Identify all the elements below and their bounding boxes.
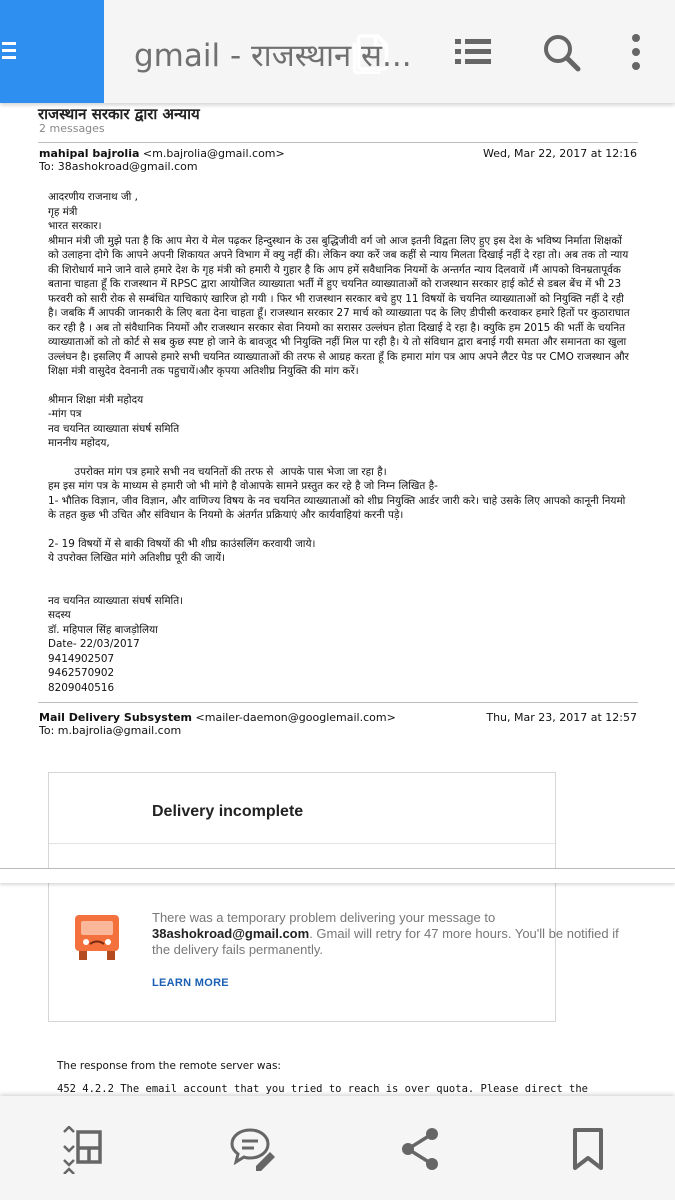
body-paragraph: 1- भौतिक विज्ञान, जीव विज्ञान, और वाणिज्य विषय के नव चयनित व्याख्याताओं को शीघ्र नियुक्ति आर्डर जारी करे। चाहे उसके लिए आपको कानूनी नियमो के तहत कुछ भी उचित और संविधान के नियमो के अंतर्गत प्रक्रियाएं और कार्यवाहियां करनी पड़े। xyxy=(48,494,626,521)
response-code: 452 4.2.2 The email account that you tried to reach is over quota. Please direct the xyxy=(57,1083,589,1095)
message-recipient: To: m.bajrolia@gmail.com xyxy=(39,724,182,737)
divider xyxy=(38,142,638,143)
body-line: हम इस मांग पत्र के माध्यम से हमारी जो भी मांगे है वोआपके सामने प्रस्तुत कर रहे है जो निम्न लिखित है- xyxy=(48,480,438,492)
signature-line: Date- 22/03/2017 xyxy=(48,638,140,650)
sender-name: mahipal bajrolia xyxy=(39,147,140,160)
body-paragraph: श्रीमान मंत्री जी मुझे पता है कि आप मेरा ये मेल पढ़कर हिन्दुस्थान के उस बुद्धिजीवी वर्ग जो आज इतनी विद्वता लिए हुए इस देश के भविष्य निर्माता शिक्षकों को उलाहना दोगे कि आपने अपनी शिकायत अपने विभाग में क्यु नहीं की। लेकिन क्या करें जब कहीं से न्याय मिलता दिखाई नहीं दे रहा तो। अब तक तो न्याय की शिरोधार्य माने जाने वाले हमारे देश के गृह मंत्री को हमारी ये गुहार है कि आप हमें सवैधानिक नियमों के अन्तर्गत न्याय दिलवायें ।मैं आपको विनम्रतापूर्वक बताना चाहता हूँ कि राजस्थान में RPSC द्वारा आयोजित व्याख्याता भर्ती में हुए चयनित व्याख्याताओं को राजस्थान सरकार हाई कोर्ट से डबल बेंच में भी 23 फरवरी को सारी रोक से सम्बंधित याचिकाएं खारिज हो गयी । फिर भी राजस्थान सरकार बचे हुए 11 विषयों के चयनित व्याख्याताओं को नियुक्ति नहीं दे रही है। जबकि मैं आपकी जानकारी के लिए बता देना चाहता हूँ। राजस्थान सरकार 27 मार्च को व्याख्याता पद के लिए डीपीसी करवाकर हमारे हितों पर कुठाराघात कर रही है । अब तो संवैधानिक नियमों और राजस्थान सरकार सेवा नियमो का सरासर उल्लंघन होता दिखाई दे रहा है। क्युकि हम 2015 की भर्ती के चयनित व्याख्याताओं को तो कोर्ट से सब कुछ स्पष्ट हो जाने के बावजूद भी नियुक्ति नहीं मिल पा रही है। ये तो संविधान द्वारा बनाई गयी समता और समानता का खुला उल्लंघन है। इसलिए मैं आपसे हमारे सभी चयनित व्याख्याताओं की तरफ से आग्रह करता हूँ कि हमारा मांग पत्र आप अपने लैटर पेड पर CMO राजस्थान और शिक्षा मंत्री वासुदेव देवनानी तक पहुचायें।और कृपया अतिशीघ्र नियुक्ति की मांग करें। xyxy=(48,234,630,377)
body-line: गृह मंत्री xyxy=(48,205,78,218)
divider xyxy=(38,702,638,703)
card-title: Delivery incomplete xyxy=(152,803,304,820)
page-break xyxy=(0,868,675,883)
body-line: माननीय महोदय, xyxy=(48,437,110,449)
sender-email: <m.bajrolia@gmail.com> xyxy=(142,147,285,160)
message-date: Wed, Mar 22, 2017 at 12:16 xyxy=(483,147,637,160)
body-line: भारत सरकार। xyxy=(48,220,102,232)
divider xyxy=(49,843,555,844)
more-vert-icon[interactable] xyxy=(626,31,646,73)
sidebar-toggle-button[interactable] xyxy=(0,0,104,103)
message-recipient: To: 38ashokroad@gmail.com xyxy=(39,160,198,173)
comment-edit-icon[interactable] xyxy=(230,1126,278,1174)
body-line: ये उपरोक्त लिखित मांगे अतिशीघ्र पूरी की जायें। xyxy=(48,552,226,564)
delivery-status-card xyxy=(48,772,619,1022)
signature-line: डॉ. महिपाल सिंह बाजड़ोलिया xyxy=(48,623,158,636)
body-line: आदरणीय राजनाथ जी , xyxy=(48,191,138,203)
menu-icon[interactable] xyxy=(2,42,16,60)
sender-name: Mail Delivery Subsystem xyxy=(39,711,193,724)
delivery-message-text: . Gmail will retry for 47 more hours. You'll be notified if the delivery fails permanently. xyxy=(152,926,619,957)
recipient-email: 38ashokroad@gmail.com xyxy=(152,926,310,941)
body-line: नव चयनित व्याख्याता संघर्ष समिति xyxy=(48,422,180,435)
message-date: Thu, Mar 23, 2017 at 12:57 xyxy=(486,711,637,724)
response-label: The response from the remote server was: xyxy=(57,1060,281,1072)
learn-more-link[interactable]: LEARN MORE xyxy=(152,977,229,989)
message-sender xyxy=(39,147,285,160)
message-sender xyxy=(39,711,396,724)
share-icon[interactable] xyxy=(398,1126,444,1172)
thread-subject: राजस्थान सरकार द्वारा अन्याय xyxy=(38,105,200,123)
signature-line: नव चयनित व्याख्याता संघर्ष समिति। xyxy=(48,594,184,607)
signature-line: 9462570902 xyxy=(48,667,115,679)
body-line: -मांग पत्र xyxy=(48,408,82,420)
message-count: 2 messages xyxy=(39,122,105,135)
message-body xyxy=(48,190,630,695)
delivery-message-text: There was a temporary problem delivering your message to xyxy=(152,910,496,925)
app-bar xyxy=(0,0,675,103)
search-icon[interactable] xyxy=(540,31,582,73)
signature-line: 8209040516 xyxy=(48,681,115,694)
fit-page-icon[interactable] xyxy=(60,1126,108,1174)
sender-email: <mailer-daemon@googlemail.com> xyxy=(195,711,396,724)
body-line: श्रीमान शिक्षा मंत्री महोदय xyxy=(48,393,144,406)
document-title: gmail - राजस्थान स... xyxy=(134,38,412,74)
truck-icon xyxy=(71,911,127,967)
signature-line: 9414902507 xyxy=(48,652,115,665)
body-line: उपरोक्त मांग पत्र हमारे सभी नव चयनितों की तरफ से आपके पास भेजा जा रहा है। xyxy=(48,465,387,478)
body-line: 2- 19 विषयों में से बाकी विषयों की भी शीघ्र काउंसलिंग करवायी जाये। xyxy=(48,537,316,550)
bottom-toolbar xyxy=(0,1096,675,1200)
signature-line: सदस्य xyxy=(48,609,71,621)
list-icon[interactable] xyxy=(452,31,494,73)
bookmark-icon[interactable] xyxy=(570,1126,606,1172)
delivery-message xyxy=(152,910,622,958)
